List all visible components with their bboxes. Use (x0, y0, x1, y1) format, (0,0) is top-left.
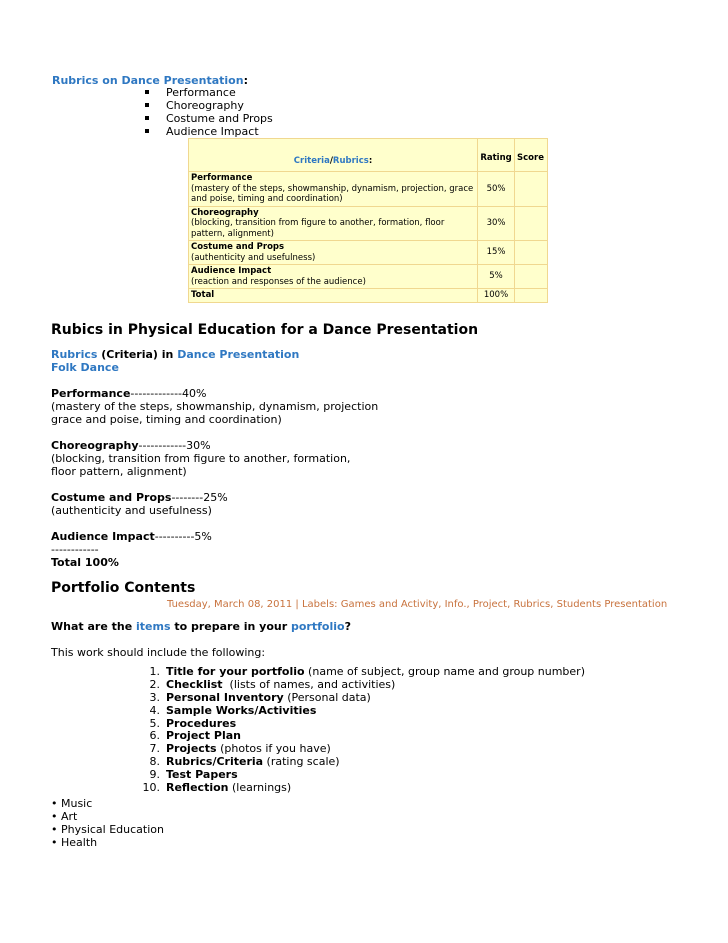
rating-cell: 50% (478, 172, 515, 207)
performance-score: -------------40% (130, 387, 207, 400)
portfolio-question (51, 620, 351, 633)
item-note: (name of subject, group name and group number) (304, 665, 585, 678)
score-cell (515, 172, 548, 207)
item-number: 6. (149, 729, 160, 743)
list-item (140, 768, 585, 781)
criteria-link[interactable]: Criteria (293, 155, 330, 166)
score-cell (515, 206, 548, 241)
item-note: (learnings) (228, 781, 292, 795)
criteria-bullet-list (145, 86, 273, 138)
item-note: (Personal data) (283, 690, 371, 704)
list-item: Costume and Props (145, 112, 273, 125)
audience-dashes: ------------ (51, 543, 99, 556)
list-item: Choreography (145, 99, 273, 112)
item-number: 5. (149, 716, 160, 730)
table-total-row (189, 289, 548, 303)
performance-line (51, 387, 206, 400)
section-heading-rubrics-pe: Rubics in Physical Education for a Dance Presentation (51, 322, 479, 338)
table-row (189, 172, 548, 207)
item-title: Checklist (166, 677, 223, 691)
item-number: 9. (149, 768, 160, 782)
total-score-cell (515, 289, 548, 303)
score-cell (515, 265, 548, 289)
list-item: Performance (145, 86, 273, 99)
list-item (140, 691, 585, 704)
costume-desc: (authenticity and usefulness) (51, 504, 212, 517)
item-number: 7. (149, 742, 160, 756)
list-item (140, 742, 585, 755)
rating-cell: 30% (478, 206, 515, 241)
item-note: (lists of names, and activities) (222, 677, 396, 691)
title-colon: : (243, 74, 248, 87)
rating-cell: 15% (478, 241, 515, 265)
criterion-cell (189, 265, 478, 289)
costume-label: Costume and Props (51, 491, 172, 504)
subheading-mid: (Criteria) in (97, 348, 178, 361)
item-number: 2. (149, 677, 160, 691)
table-row (189, 206, 548, 241)
criterion-desc: (authenticity and usefulness) (191, 252, 316, 263)
performance-desc-1: (mastery of the steps, showmanship, dynamism, projection (51, 400, 379, 413)
list-item (140, 781, 585, 794)
total-label: Total (189, 289, 478, 303)
item-note: (photos if you have) (216, 742, 331, 756)
subject-list (51, 797, 164, 849)
list-item (140, 717, 585, 730)
item-number: 1. (149, 665, 160, 678)
list-item (140, 678, 585, 691)
item-title: Procedures (166, 716, 237, 730)
item-note: (rating scale) (263, 755, 340, 769)
rubric-table (188, 138, 548, 303)
item-title: Personal Inventory (166, 690, 284, 704)
criterion-name: Performance (191, 173, 253, 183)
criterion-desc: (reaction and responses of the audience) (191, 276, 366, 287)
portfolio-list (140, 665, 585, 794)
section-heading-portfolio: Portfolio Contents (51, 580, 196, 596)
costume-score: --------25% (171, 491, 228, 504)
choreography-desc-2: floor pattern, alignment) (51, 465, 187, 478)
list-item: Audience Impact (145, 125, 273, 138)
score-cell (515, 241, 548, 265)
dance-presentation-link[interactable]: Dance Presentation (177, 348, 300, 361)
criteria-header-cell (189, 139, 478, 172)
criterion-cell (189, 241, 478, 265)
items-link[interactable]: items (136, 620, 171, 633)
item-title: Project Plan (166, 729, 241, 743)
choreography-score: ------------30% (138, 439, 211, 452)
criterion-name: Costume and Props (191, 242, 285, 252)
subheading-criteria (51, 348, 299, 361)
criterion-desc: (mastery of the steps, showmanship, dynamism, projection, grace and poise, timing and coordination) (191, 183, 474, 204)
intro-text: This work should include the following: (51, 646, 266, 659)
performance-label: Performance (51, 387, 131, 400)
rating-cell: 5% (478, 265, 515, 289)
item-title: Sample Works/Activities (166, 703, 317, 717)
post-meta: Tuesday, March 08, 2011 | Labels: Games and Activity, Info., Project, Rubrics, Students Presentation (167, 599, 668, 610)
portfolio-link[interactable]: portfolio (291, 620, 345, 633)
list-item: • Physical Education (51, 823, 164, 836)
score-header: Score (515, 139, 548, 172)
list-item (140, 755, 585, 768)
choreography-desc-1: (blocking, transition from figure to another, formation, (51, 452, 351, 465)
list-item: • Music (51, 797, 93, 810)
rubrics-link[interactable]: Rubrics (51, 348, 98, 361)
item-title: Rubrics/Criteria (166, 755, 264, 769)
performance-desc-2: grace and poise, timing and coordination) (51, 413, 282, 426)
rubrics-dance-link[interactable]: Rubrics on Dance Presentation (52, 74, 244, 87)
total-line: Total 100% (51, 556, 119, 569)
criterion-name: Choreography (191, 207, 259, 218)
table-row (189, 265, 548, 289)
question-part: ? (344, 620, 351, 633)
table-header-row (189, 139, 548, 172)
rating-header: Rating (478, 139, 515, 172)
question-part: to prepare in your (170, 620, 291, 633)
item-title: Projects (166, 742, 217, 756)
item-number: 10. (142, 781, 160, 795)
header-colon: : (368, 155, 373, 166)
costume-line (51, 491, 228, 504)
item-number: 3. (149, 690, 160, 704)
choreography-line (51, 439, 211, 452)
audience-line (51, 530, 212, 543)
item-title: Title for your portfolio (166, 665, 305, 678)
list-item: • Art (51, 810, 78, 823)
list-item (140, 665, 585, 678)
header-sep: / (329, 155, 333, 166)
rubrics-link[interactable]: Rubrics (332, 155, 369, 166)
question-part: What are the (51, 620, 136, 633)
criterion-cell (189, 206, 478, 241)
criterion-cell (189, 172, 478, 207)
criterion-name: Audience Impact (191, 266, 272, 276)
table-row (189, 241, 548, 265)
audience-score: ----------5% (154, 530, 212, 543)
choreography-label: Choreography (51, 439, 139, 452)
total-value: 100% (478, 289, 515, 303)
audience-label: Audience Impact (51, 530, 155, 543)
list-item (140, 729, 585, 742)
item-title: Test Papers (166, 768, 238, 782)
criterion-desc: (blocking, transition from figure to another, formation, floor pattern, alignment) (191, 218, 445, 239)
list-item: • Health (51, 836, 98, 849)
folk-dance-link[interactable]: Folk Dance (51, 361, 119, 374)
item-number: 8. (149, 755, 160, 769)
item-title: Reflection (166, 781, 229, 795)
item-number: 4. (149, 703, 160, 717)
list-item (140, 704, 585, 717)
